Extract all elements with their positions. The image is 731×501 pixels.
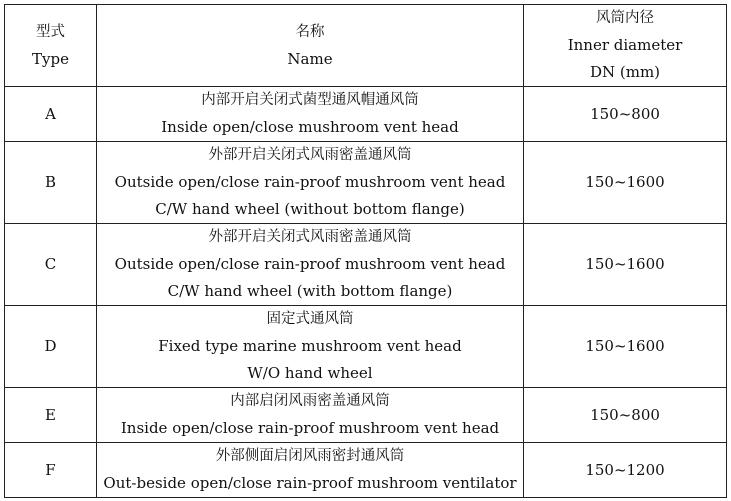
- name-en: Fixed type marine mushroom vent head: [158, 337, 462, 355]
- name-cn: 外部侧面启闭风雨密封通风筒: [215, 448, 405, 464]
- header-type-cn: 型式: [36, 23, 65, 40]
- cell-name: [97, 306, 524, 388]
- header-row: [5, 5, 727, 87]
- name-en-note: C/W hand wheel (without bottom flange): [155, 200, 465, 218]
- name-en: Inside open/close mushroom vent head: [161, 118, 459, 136]
- table-row-c: [5, 224, 727, 306]
- name-en: Outside open/close rain-proof mushroom vent head: [114, 255, 506, 273]
- cell-name: [97, 443, 524, 498]
- cell-diameter: 150~1600: [524, 142, 727, 224]
- cell-name: [97, 142, 524, 224]
- table-row-a: [5, 87, 727, 142]
- header-name: [97, 5, 524, 87]
- cell-type: A: [5, 87, 97, 142]
- cell-diameter: 150~1200: [524, 443, 727, 498]
- header-diameter-en: Inner diameter: [567, 36, 683, 54]
- name-en: Out-beside open/close rain-proof mushroom ventilator: [103, 474, 517, 492]
- header-name-cn: 名称: [295, 23, 325, 40]
- cell-type: B: [5, 142, 97, 224]
- header-type: [5, 5, 97, 87]
- cell-type: E: [5, 388, 97, 443]
- cell-diameter: 150~800: [524, 388, 727, 443]
- cell-diameter: 150~1600: [524, 224, 727, 306]
- table-row-d: [5, 306, 727, 388]
- cell-type: D: [5, 306, 97, 388]
- cell-type: F: [5, 443, 97, 498]
- header-diameter: [524, 5, 727, 87]
- name-en: Inside open/close rain-proof mushroom vent head: [120, 419, 500, 437]
- cell-diameter: 150~800: [524, 87, 727, 142]
- name-en-note: C/W hand wheel (with bottom flange): [167, 282, 453, 300]
- table-row-e: [5, 388, 727, 443]
- table-row-b: [5, 142, 727, 224]
- name-cn: 内部开启关闭式菌型通风帽通风筒: [201, 92, 419, 108]
- header-diameter-cn: 风筒内径: [596, 10, 654, 26]
- cell-diameter: 150~1600: [524, 306, 727, 388]
- name-cn: 外部开启关闭式风雨密盖通风筒: [208, 147, 412, 163]
- cell-name: [97, 388, 524, 443]
- name-cn: 固定式通风筒: [266, 311, 354, 327]
- vent-head-spec-table: [4, 4, 727, 498]
- name-en: Outside open/close rain-proof mushroom vent head: [114, 173, 506, 191]
- name-cn: 内部启闭风雨密盖通风筒: [230, 393, 390, 409]
- table-row-f: [5, 443, 727, 498]
- cell-name: [97, 87, 524, 142]
- header-name-en: Name: [287, 49, 333, 68]
- cell-name: [97, 224, 524, 306]
- cell-type: C: [5, 224, 97, 306]
- header-type-en: Type: [32, 49, 69, 68]
- name-cn: 外部开启关闭式风雨密盖通风筒: [208, 229, 412, 245]
- name-en-note: W/O hand wheel: [247, 364, 373, 382]
- header-diameter-unit: DN (mm): [589, 63, 661, 81]
